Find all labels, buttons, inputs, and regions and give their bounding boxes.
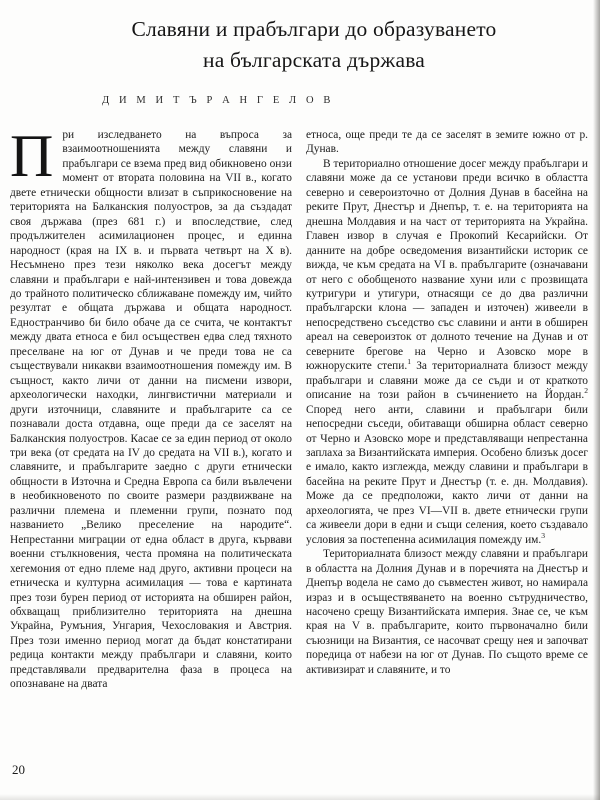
paragraph-territorial-contact-part-1: В териториално отношение досег между прабългари и славяни може да се установи преди всичко в областта северно и североизточно от Долния Дунав в басейна на реките Прут, Днестър и Днепър, т. е. на територията на днешна Молдавия и на част от територията на Украйна. Главен извор в случая е Прокопий Кесарийски. От данните на добре осведомения византийски историк се вижда, че към средата на VI в. прабългарите (означавани от него с обобщеното название хуни или с прозвищата кутригури и утигури, отнасящи се до два различни прабългарски клона — западен и източен) живеели в непосредствено съседство със славини и анти в обширен ареал на североизток от долното течение на Дунав и от северните брегове на Черно и Азовско море в южноруските степи. <box>306 157 588 373</box>
page-number: 20 <box>12 762 25 777</box>
scan-edge-bottom <box>0 794 600 800</box>
paragraph-military-cooperation: Териториалната близост между славяни и прабългари в областта на Долния Дунав и в поречията на Днестър и Днепър водела не само до съвместен живот, но намирала израз и в осъществяването на военно сътрудничество, насочено срещу Византийската империя. Знае се, че към края на V в. прабългарите, които първоначално били съюзници на Византия, се насочват срещу нея и започват поредица от набези на юг от Дунав. По същото време се активизират и славяните, и то <box>306 548 588 676</box>
left-column <box>10 123 292 692</box>
two-column-body <box>10 123 588 692</box>
drop-cap: П <box>10 123 54 189</box>
page-title-line-1: Славяни и прабългари до образуването <box>131 17 497 41</box>
page-title <box>62 14 566 75</box>
footnote-marker-3: 3 <box>541 530 546 540</box>
author-byline: Д И М И Т Ъ Р А Н Г Е Л О В <box>102 95 335 107</box>
paragraph-opening-text: ри изследването на въпроса за взаимоотношенията между славяни и прабългари се взема пред вид обикновено онзи момент от втората половина на VII в., когато двете етнически общности влизат в съприкосновение на територията на Балканския полуостров, за да създадат своя държава (през 681 г.) и впоследствие, след продължителен асимилационен процес, и единна народност (края на IX в. и първата четвърт на X в). Несъмнено през тези няколко века досегът между славяни и прабългари е най-интензивен и това довежда до трайното политическо сближаване помежду им, чийто резултат е общата държава и общата народност. Едностранчиво би било обаче да се счита, че контактът между двата етноса е бил осъществен едва след тяхното преселване на юг от Дунав и че преди това не са съществували никакви взаимоотношения помежду им. В същност, както личи от данни на писмени извори, археологически находки, лингвистични материали и други източници, славяните и прабългарите са се познавали доста отдавна, още преди да се заселят на Балканския полуостров. Касае се за един период от около три века (от средата на IV до средата на VII в.), когато и славяните, и прабългарите заедно с други етнически общности в Източна и Средна Европа са били въвлечени в необикновеното по своите размери раздвижване на различни племена и племенни групи, познато под названието „Велико преселение на народите“. Непрестанни миграции от една област в друга, кървави военни стълкновения, честа промяна на политическата хегемония от едно племе над друго, активни процеси на етническа и културна асимилация — това е картината през този бурен период от историята на обширен район, обхващащ приблизително територията на днешна Украйна, Румъния, Унгария, Чехословакия и Австрия. През този именно период могат да бъдат констатирани редица контакти между прабългари и славяни, които представлявали предварителна фаза в процеса на опознаване на двата <box>10 129 292 691</box>
paragraph-continuation: етноса, още преди те да се заселят в земите южно от р. Дунав. <box>306 129 588 156</box>
right-column <box>306 128 588 692</box>
title-block <box>0 0 600 106</box>
paragraph-opening <box>10 123 292 692</box>
paragraph-territorial-contact-part-2: За териториалната близост между прабългари и славяни може да се съди и от краткото описание на този район в съчинението на Йордан. <box>306 360 588 402</box>
paragraph-territorial-contact <box>306 157 588 547</box>
page-title-line-2: на българската държава <box>202 47 426 72</box>
scan-edge-right <box>593 0 600 800</box>
footnote-marker-1: 1 <box>407 357 411 367</box>
footnote-marker-2: 2 <box>584 386 588 396</box>
paragraph-territorial-contact-part-3: Според него анти, славини и прабългари били непосредни съседи, обитаващи обширна област северно от Черно и Азовско море и представляващи непрестанна заплаха за Византийската империя. Особено близък досег е имало, както изглежда, между славини и прабългари в басейна на реките Прут и Днестър (т. е. дн. Молдавия). Може да се предположи, както личи от данни на археологията, че през VI—VII в. двете етнически групи са живеели дори в едни и същи селения, което създавало условия за постепенна асимилация помежду им. <box>306 403 588 546</box>
